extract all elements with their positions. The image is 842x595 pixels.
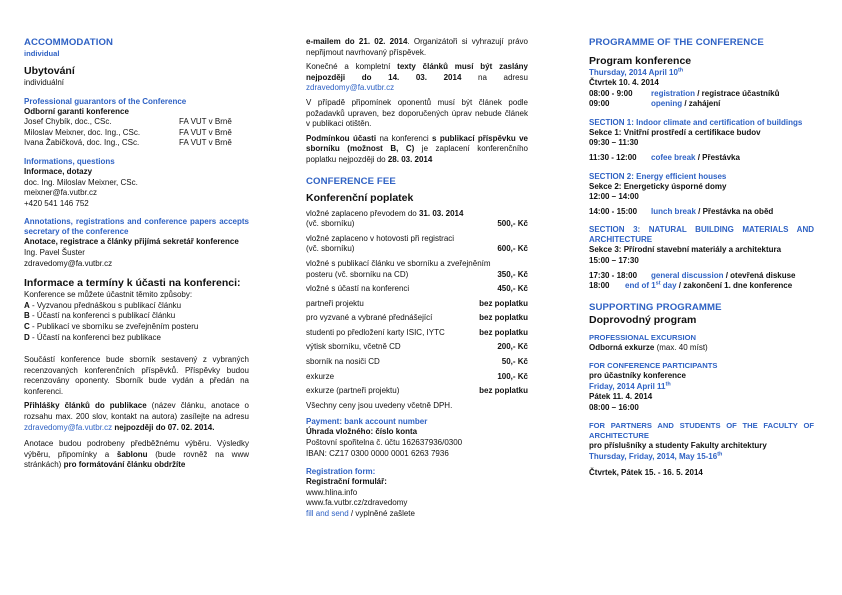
accommodation-sub: individual — [24, 49, 60, 58]
end-time: 18:00 — [589, 281, 610, 291]
fee-label-line — [306, 209, 528, 220]
programme-time: 08:00 - 9:00 — [589, 88, 633, 98]
regform-send — [306, 509, 528, 520]
students-cz: pro příslušníky a studenty Fakulty architektury — [589, 441, 767, 451]
option-text: - Publikací ve sborníku se zveřejněním posteru — [29, 321, 199, 331]
break2-en: lunch break — [651, 206, 696, 216]
supporting-heading: SUPPORTING PROGRAMME — [589, 301, 722, 313]
section3-heading: SECTION 3: NATURAL BUILDING MATERIALS AND ARCHITECTURE — [589, 225, 814, 245]
excursion-cz-note: (max. 40 míst) — [654, 342, 708, 352]
fee-row — [306, 270, 528, 281]
terms-paragraph-1: Součástí konference bude sborník sestavený z vybraných recenzovaných konferenčních příspěvků. Příspěvky budou recenzovány oponenty. Sborník bude vydán a předán na konferenci. — [24, 355, 249, 396]
participants-cz: pro účastníky konference — [589, 371, 686, 381]
fee-label: vložné s účastí na konferenci — [306, 284, 410, 294]
cont-paragraph-2 — [306, 62, 528, 94]
section3-cz: Sekce 3: Přírodní stavební materiály a architektura — [589, 245, 782, 255]
column-left — [24, 37, 249, 471]
end-row — [589, 281, 814, 292]
para3-text: Anotace budou podrobeny předběžnému výběru. Výsledky výběru, připomínky a — [24, 439, 249, 459]
option-key: A — [24, 300, 30, 310]
cont-p4-text-1: na konferenci — [376, 133, 433, 143]
fee-item — [306, 357, 528, 368]
programme-activity-cz: / registrace účastníků — [695, 88, 780, 98]
programme-activity-en: registration — [651, 88, 696, 98]
para3-mid: (bude rovněž na www stránkách) — [24, 449, 249, 470]
fee-label-cont: (vč. sborníku) — [306, 219, 355, 229]
para2-email-link[interactable]: zdravedomy@fa.vutbr.cz — [24, 422, 113, 432]
fee-item — [306, 372, 528, 383]
fee-item — [306, 284, 528, 295]
option-key: D — [24, 332, 30, 342]
section3-time: 15:00 – 17:30 — [589, 255, 639, 265]
students-date-en-sup: th — [717, 451, 723, 458]
info-phone: +420 541 146 752 — [24, 198, 89, 208]
fee-value: 100,- Kč — [497, 371, 528, 381]
fee-item — [306, 209, 528, 230]
regform-send-cz: / vyplněné zašlete — [348, 509, 415, 518]
participation-option — [24, 322, 249, 333]
ubytovani-sub: individuální — [24, 78, 65, 87]
fee-value: bez poplatku — [479, 327, 528, 337]
programme-activity-en: opening — [651, 99, 683, 109]
programme-morning-items — [589, 89, 814, 110]
supporting-cz-heading: Doprovodný program — [589, 313, 697, 326]
guarantor-org: FA VUT v Brně — [179, 127, 232, 137]
fee-value: 200,- Kč — [497, 342, 528, 352]
section1-heading: SECTION 1: Indoor climate and certification of buildings — [589, 117, 803, 127]
regform-cz-heading: Registrační formulář: — [306, 477, 387, 487]
secretary-cz-heading: Anotace, registrace a články přijímá sekretář konference — [24, 237, 239, 247]
fee-row — [306, 372, 528, 383]
fee-list — [306, 209, 528, 397]
para2-tail: nejpozději do 07. 02. 2014. — [112, 422, 215, 432]
participants-time: 08:00 – 16:00 — [589, 402, 639, 412]
section2-cz: Sekce 2: Energeticky úsporné domy — [589, 181, 727, 191]
fee-value: 350,- Kč — [497, 269, 528, 279]
participants-date-en-sup: th — [665, 381, 671, 388]
fee-note: Všechny ceny jsou uvedeny včetně DPH. — [306, 400, 453, 410]
fee-value: 50,- Kč — [501, 357, 528, 367]
programme-cz-heading: Program konference — [589, 55, 692, 67]
guarantor-name: Josef Chybík, doc., CSc. — [24, 117, 112, 127]
fee-label: sborník na nosiči CD — [306, 357, 380, 367]
discussion-time: 17:30 - 18:00 — [589, 270, 638, 280]
guarantor-row — [24, 128, 249, 139]
fee-row — [306, 328, 528, 339]
para3-bold-1: šablonu — [116, 449, 148, 459]
section2-time: 12:00 – 14:00 — [589, 192, 639, 202]
fee-row — [306, 244, 528, 255]
fee-value: 500,- Kč — [497, 219, 528, 229]
participants-date-en-text: Friday, 2014 April 11 — [589, 381, 666, 391]
students-date-en — [589, 452, 814, 462]
section2-heading: SECTION 2: Energy efficient houses — [589, 171, 727, 181]
fee-heading: CONFERENCE FEE — [306, 175, 396, 187]
fee-value: bez poplatku — [479, 298, 528, 308]
fee-row — [306, 386, 528, 397]
fee-row — [306, 219, 528, 230]
guarantors-cz-heading: Odborní garanti konference — [24, 106, 129, 116]
fee-value: bez poplatku — [479, 313, 528, 323]
guarantor-name: Miloslav Meixner, doc. Ing., CSc. — [24, 127, 141, 137]
regform-heading: Registration form: — [306, 467, 376, 477]
fee-label-cont: posteru (vč. sborníku na CD) — [306, 269, 409, 279]
students-date-en-text: Thursday, Friday, 2014, May 15-16 — [589, 451, 718, 461]
programme-date-en — [589, 68, 814, 78]
section1-cz: Sekce 1: Vnitřní prostředí a certifikace budov — [589, 127, 761, 137]
column-middle — [306, 37, 528, 520]
option-text: - Účastí na konferenci bez publikace — [29, 332, 161, 342]
discussion-row — [589, 271, 814, 282]
guarantors-heading: Professional guarantors of the Conference — [24, 96, 187, 106]
cont-p2-text: Konečné a kompletní — [306, 62, 398, 72]
participation-option — [24, 333, 249, 344]
fee-row — [306, 299, 528, 310]
ubytovani-heading: Ubytování — [24, 65, 75, 77]
cont-p4-bold-1: Podmínkou účasti — [306, 133, 377, 143]
regform-link-hlina[interactable]: www.hlina.info — [306, 487, 358, 497]
cont-p1-bold: e-mailem do 21. 02. 2014 — [306, 37, 408, 46]
cont-paragraph-1 — [306, 37, 528, 58]
excursion-cz — [589, 343, 814, 354]
fee-cz-heading: Konferenční poplatek — [306, 191, 414, 204]
secretary-name: Ing. Pavel Šuster — [24, 247, 85, 257]
programme-row — [589, 99, 814, 110]
para2-text: (název článku, anotace o rozsahu max. 200 slov, kontakt na autora) zasílejte na adresu — [24, 401, 250, 422]
programme-date-en-text: Thursday, 2014 April 10 — [589, 68, 678, 77]
end-en-post: day — [660, 281, 677, 291]
programme-date-en-sup: th — [677, 67, 684, 74]
fee-value: bez poplatku — [479, 386, 528, 396]
payment-cz-heading: Úhrada vložného: číslo konta — [306, 427, 418, 437]
fee-date: 31. 03. 2014 — [418, 208, 464, 218]
guarantor-row — [24, 138, 249, 149]
participation-option — [24, 311, 249, 322]
info-cz-heading: Informace, dotazy — [24, 166, 93, 176]
break1-cz: / Přestávka — [695, 152, 740, 162]
participation-options — [24, 301, 249, 343]
fee-row — [306, 342, 528, 353]
info-contact-name: doc. Ing. Miloslav Meixner, CSc. — [24, 177, 138, 187]
fee-label: vložné zaplaceno převodem do — [306, 208, 419, 218]
fee-item — [306, 299, 528, 310]
fee-row — [306, 313, 528, 324]
programme-time: 09:00 — [589, 99, 610, 109]
end-en-pre: end of 1 — [625, 281, 656, 291]
fee-label: výtisk sborníku, včetně CD — [306, 342, 401, 352]
students-date-cz: Čtvrtek, Pátek 15. - 16. 5. 2014 — [589, 467, 703, 477]
terms-intro: Konference se můžete účastnit těmito způsoby: — [24, 290, 193, 300]
cont-paragraph-4 — [306, 134, 528, 166]
cont-p2-mid: na adresu — [461, 72, 528, 82]
guarantor-row — [24, 117, 249, 128]
fee-label: studenti po předložení karty ISIC, IYTC — [306, 327, 445, 337]
fee-label-line — [306, 234, 528, 245]
para3-bold-2: pro formátování článku obdržíte — [63, 460, 186, 470]
excursion-cz-bold: Odborná exkurze — [589, 342, 655, 352]
fee-label: vložné s publikací článku ve sborníku a zveřejněním — [306, 258, 491, 268]
regform-link-vutbr[interactable]: www.fa.vutbr.cz/zdravedomy — [306, 498, 408, 508]
payment-heading: Payment: bank account number — [306, 417, 428, 427]
terms-paragraph-3 — [24, 439, 249, 471]
column-right — [589, 37, 814, 478]
guarantors-list — [24, 117, 249, 149]
excursion-heading: PROFESSIONAL EXCURSION — [589, 332, 697, 342]
cont-p4-text-2: je zaplacení konferenčního poplatku nejpozději do — [306, 144, 528, 164]
cont-p1-text: . Organizátoři si vyhrazují právo nepřijmout navrhovaný příspěvek. — [306, 37, 528, 57]
fee-label: vložné zaplaceno v hotovosti při registraci — [306, 233, 455, 243]
programme-activity — [651, 99, 720, 110]
fee-label: pro vyzvané a vybrané přednášející — [306, 313, 433, 323]
programme-activity-cz: / zahájení — [682, 99, 721, 109]
programme-activity — [651, 89, 780, 100]
programme-row — [589, 89, 814, 100]
cont-p4-bold-2: s publikací příspěvku ve sborníku (možnost B, C) — [306, 133, 528, 154]
fee-label: exkurze (partneři projektu) — [306, 386, 400, 396]
fee-item — [306, 328, 528, 339]
fee-row — [306, 284, 528, 295]
fee-label-line — [306, 259, 528, 270]
cont-paragraph-3: V případě připomínek oponentů musí být článek podle požadavků upraven, bez doporučených úprav nebude článek v publikaci otištěn. — [306, 97, 528, 129]
para2-bold: Přihlášky článků do publikace — [24, 401, 147, 411]
break2-cz: / Přestávka na oběd — [695, 206, 774, 216]
guarantor-name: Ivana Žabičková, doc. Ing., CSc. — [24, 138, 140, 148]
guarantor-org: FA VUT v Brně — [179, 138, 232, 148]
option-text: - Účastí na konferenci s publikací článku — [29, 311, 176, 321]
participants-date-cz: Pátek 11. 4. 2014 — [589, 391, 653, 401]
payment-account: Poštovní spořitelna č. účtu 162637936/0300 — [306, 438, 463, 448]
end-en-sup: st — [655, 280, 661, 287]
break1-row — [589, 153, 814, 164]
fee-item — [306, 313, 528, 324]
participation-option — [24, 301, 249, 312]
participants-heading: FOR CONFERENCE PARTICIPANTS — [589, 361, 718, 371]
guarantor-org: FA VUT v Brně — [179, 117, 232, 127]
fee-label-cont: (vč. sborníku) — [306, 244, 355, 254]
accommodation-heading: ACCOMMODATION — [24, 37, 114, 48]
discussion-en: general discussion — [651, 270, 724, 280]
fee-item — [306, 342, 528, 353]
participants-date-en — [589, 382, 814, 392]
info-heading: Informations, questions — [24, 156, 115, 166]
option-key: B — [24, 311, 30, 321]
break1-time: 11:30 - 12:00 — [589, 152, 637, 162]
discussion-cz: / otevřená diskuse — [723, 270, 796, 280]
info-email-link[interactable]: meixner@fa.vutbr.cz — [24, 188, 98, 198]
fee-item — [306, 234, 528, 255]
section1-time: 09:30 – 11:30 — [589, 138, 639, 148]
fee-label: exkurze — [306, 371, 335, 381]
end-cz: / zakončení 1. dne konference — [676, 281, 793, 291]
students-heading: FOR PARTNERS AND STUDENTS OF THE FACULTY OF ARCHITECTURE — [589, 421, 814, 441]
payment-iban: IBAN: CZ17 0300 0000 0001 6263 7936 — [306, 448, 449, 458]
secretary-heading: Annotations, registrations and conference papers accepts secretary of the conference — [24, 217, 249, 237]
break2-time: 14:00 - 15:00 — [589, 206, 638, 216]
break1-en: cofee break — [651, 152, 696, 162]
fee-value: 600,- Kč — [497, 244, 528, 254]
fee-item — [306, 259, 528, 280]
fee-row — [306, 357, 528, 368]
terms-heading: Informace a termíny k účasti na konferenci: — [24, 277, 241, 290]
cont-p4-bold-3: 28. 03. 2014 — [387, 154, 433, 164]
fee-item — [306, 386, 528, 397]
programme-date-cz: Čtvrtek 10. 4. 2014 — [589, 78, 659, 87]
cont-p2-email-link[interactable]: zdravedomy@fa.vutbr.cz — [306, 83, 395, 93]
terms-paragraph-2 — [24, 401, 249, 433]
cont-p2-bold: texty článků musí být zaslány nejpozději do 14. 03. 2014 — [306, 62, 528, 82]
fee-value: 450,- Kč — [497, 284, 528, 294]
programme-heading: PROGRAMME OF THE CONFERENCE — [589, 37, 764, 48]
break2-row — [589, 207, 814, 218]
option-key: C — [24, 321, 30, 331]
option-text: - Vyzvanou přednáškou s publikací článku — [29, 300, 182, 310]
fee-label: partneři projektu — [306, 298, 364, 308]
regform-send-en: fill and send — [306, 509, 349, 518]
secretary-email-link[interactable]: zdravedomy@fa.vutbr.cz — [24, 258, 113, 268]
